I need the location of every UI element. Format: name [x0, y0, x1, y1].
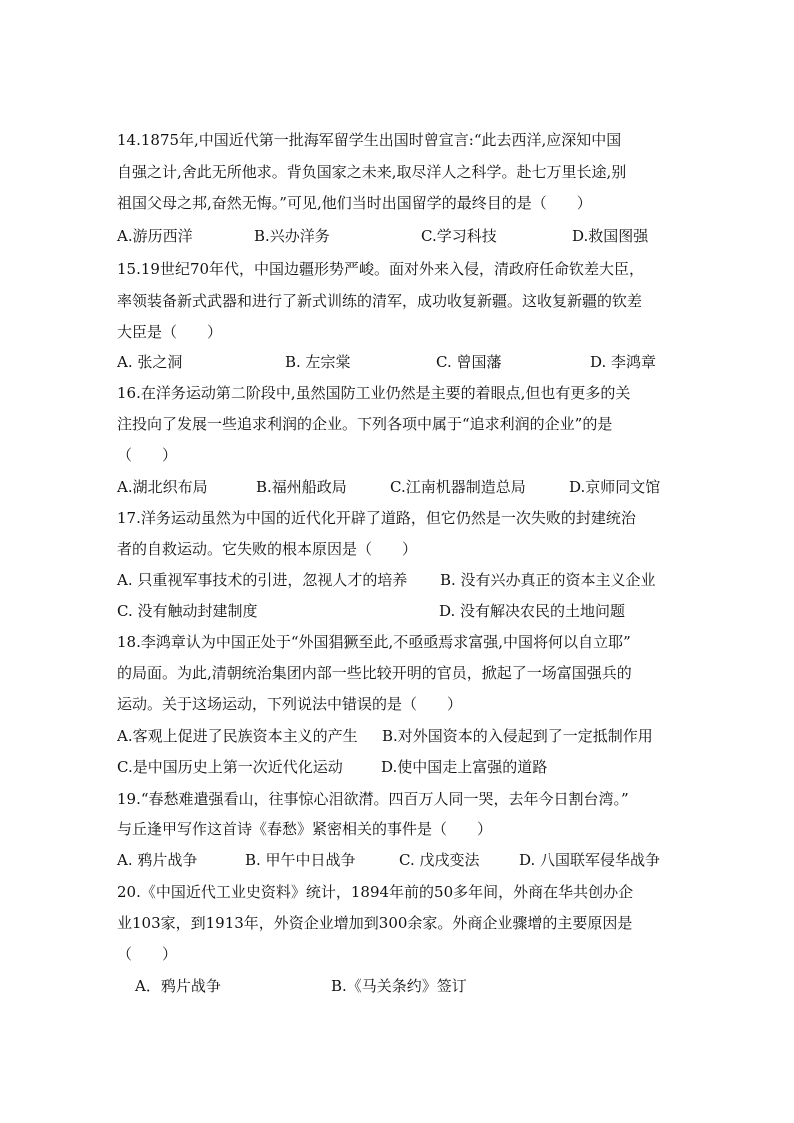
question-18-options-row-1 [117, 726, 677, 746]
option-b[interactable]: B. 没有兴办真正的资本主义企业 [440, 571, 656, 589]
option-b[interactable]: B.兴办洋务 [254, 227, 330, 245]
question-16-options [117, 477, 677, 497]
option-b[interactable]: B.福州船政局 [256, 478, 347, 496]
option-c[interactable]: C.学习科技 [421, 227, 497, 245]
option-c[interactable]: C. 戊戌变法 [399, 851, 480, 869]
option-a[interactable]: A.客观上促进了民族资本主义的产生 [117, 727, 358, 745]
option-b[interactable]: B.《马关条约》签订 [331, 977, 467, 995]
option-b[interactable]: B. 甲午中日战争 [245, 851, 356, 869]
question-15-options [117, 352, 677, 372]
option-d[interactable]: D.使中国走上富强的道路 [381, 758, 548, 776]
option-a[interactable]: A.湖北织布局 [117, 478, 208, 496]
question-14-line-2: 自强之计,舍此无所他求。背负国家之未来,取尽洋人之科学。赴七万里长途,别 [117, 163, 627, 181]
question-17-options-row-1 [117, 570, 677, 590]
question-19-line-2: 与丘逢甲写作这首诗《春愁》紧密相关的事件是（ ） [117, 820, 493, 838]
question-15-line-3: 大臣是（ ） [117, 323, 223, 341]
question-17-options-row-2 [117, 601, 677, 621]
option-c[interactable]: C. 没有触动封建制度 [117, 602, 258, 620]
question-18-line-3: 运动。关于这场运动，下列说法中错误的是（ ） [117, 695, 463, 713]
option-a[interactable]: A.游历西洋 [117, 227, 193, 245]
option-a[interactable]: A. 张之洞 [117, 353, 183, 371]
question-16-line-2: 注投向了发展一些追求利润的企业。下列各项中属于“追求利润的企业”的是 [117, 415, 613, 433]
question-14-line-1: 14.1875年,中国近代第一批海军留学生出国时曾宣言:“此去西洋,应深知中国 [117, 131, 622, 149]
question-17-line-1: 17.洋务运动虽然为中国的近代化开辟了道路，但它仍然是一次失败的封建统治 [117, 509, 636, 527]
question-18-line-2: 的局面。为此,清朝统治集团内部一些比较开明的官员，掀起了一场富国强兵的 [117, 664, 632, 682]
question-20-line-3: （ ） [117, 945, 178, 963]
question-15-line-2: 率领装备新式武器和进行了新式训练的清军，成功收复新疆。这收复新疆的钦差 [117, 292, 643, 310]
option-a[interactable]: A. 只重视军事技术的引进，忽视人才的培养 [117, 571, 408, 589]
question-20-options [117, 976, 677, 996]
option-c[interactable]: C.江南机器制造总局 [390, 478, 526, 496]
option-a[interactable]: A. 鸦片战争 [117, 851, 198, 869]
option-c[interactable]: C. 曾国藩 [436, 353, 502, 371]
question-14-options [117, 226, 677, 246]
question-18-line-1: 18.李鸿章认为中国正处于“外国猖獗至此,不亟亟焉求富强,中国将何以自立耶” [117, 633, 631, 651]
question-19-line-1: 19.“春愁难遣强看山，往事惊心泪欲潸。四百万人同一哭，去年今日割台湾。” [117, 790, 629, 808]
question-20-line-2: 业103家，到1913年，外资企业增加到300余家。外商企业骤增的主要原因是 [117, 914, 633, 932]
question-14-line-3: 祖国父母之邦,奋然无悔。”可见,他们当时出国留学的最终目的是（ ） [117, 194, 592, 212]
question-17-line-2: 者的自救运动。它失败的根本原因是（ ） [117, 540, 418, 558]
option-d[interactable]: D.京师同文馆 [569, 478, 661, 496]
question-16-line-3: （ ） [117, 446, 178, 464]
question-20-line-1: 20.《中国近代工业史资料》统计，1894年前的50多年间，外商在华共创办企 [117, 883, 634, 901]
option-d[interactable]: D. 没有解决农民的土地问题 [439, 602, 626, 620]
question-19-options [117, 850, 677, 870]
option-d[interactable]: D.救国图强 [572, 227, 649, 245]
option-d[interactable]: D. 李鸿章 [590, 353, 657, 371]
question-15-line-1: 15.19世纪70年代，中国边疆形势严峻。面对外来入侵，清政府任命钦差大臣， [117, 260, 645, 278]
option-b[interactable]: B. 左宗棠 [285, 353, 351, 371]
question-18-options-row-2 [117, 757, 677, 777]
option-b[interactable]: B.对外国资本的入侵起到了一定抵制作用 [382, 727, 653, 745]
question-16-line-1: 16.在洋务运动第二阶段中,虽然国防工业仍然是主要的着眼点,但也有更多的关 [117, 384, 631, 402]
option-d[interactable]: D. 八国联军侵华战争 [519, 851, 661, 869]
option-a[interactable]: A．鸦片战争 [135, 977, 221, 995]
option-c[interactable]: C.是中国历史上第一次近代化运动 [117, 758, 343, 776]
